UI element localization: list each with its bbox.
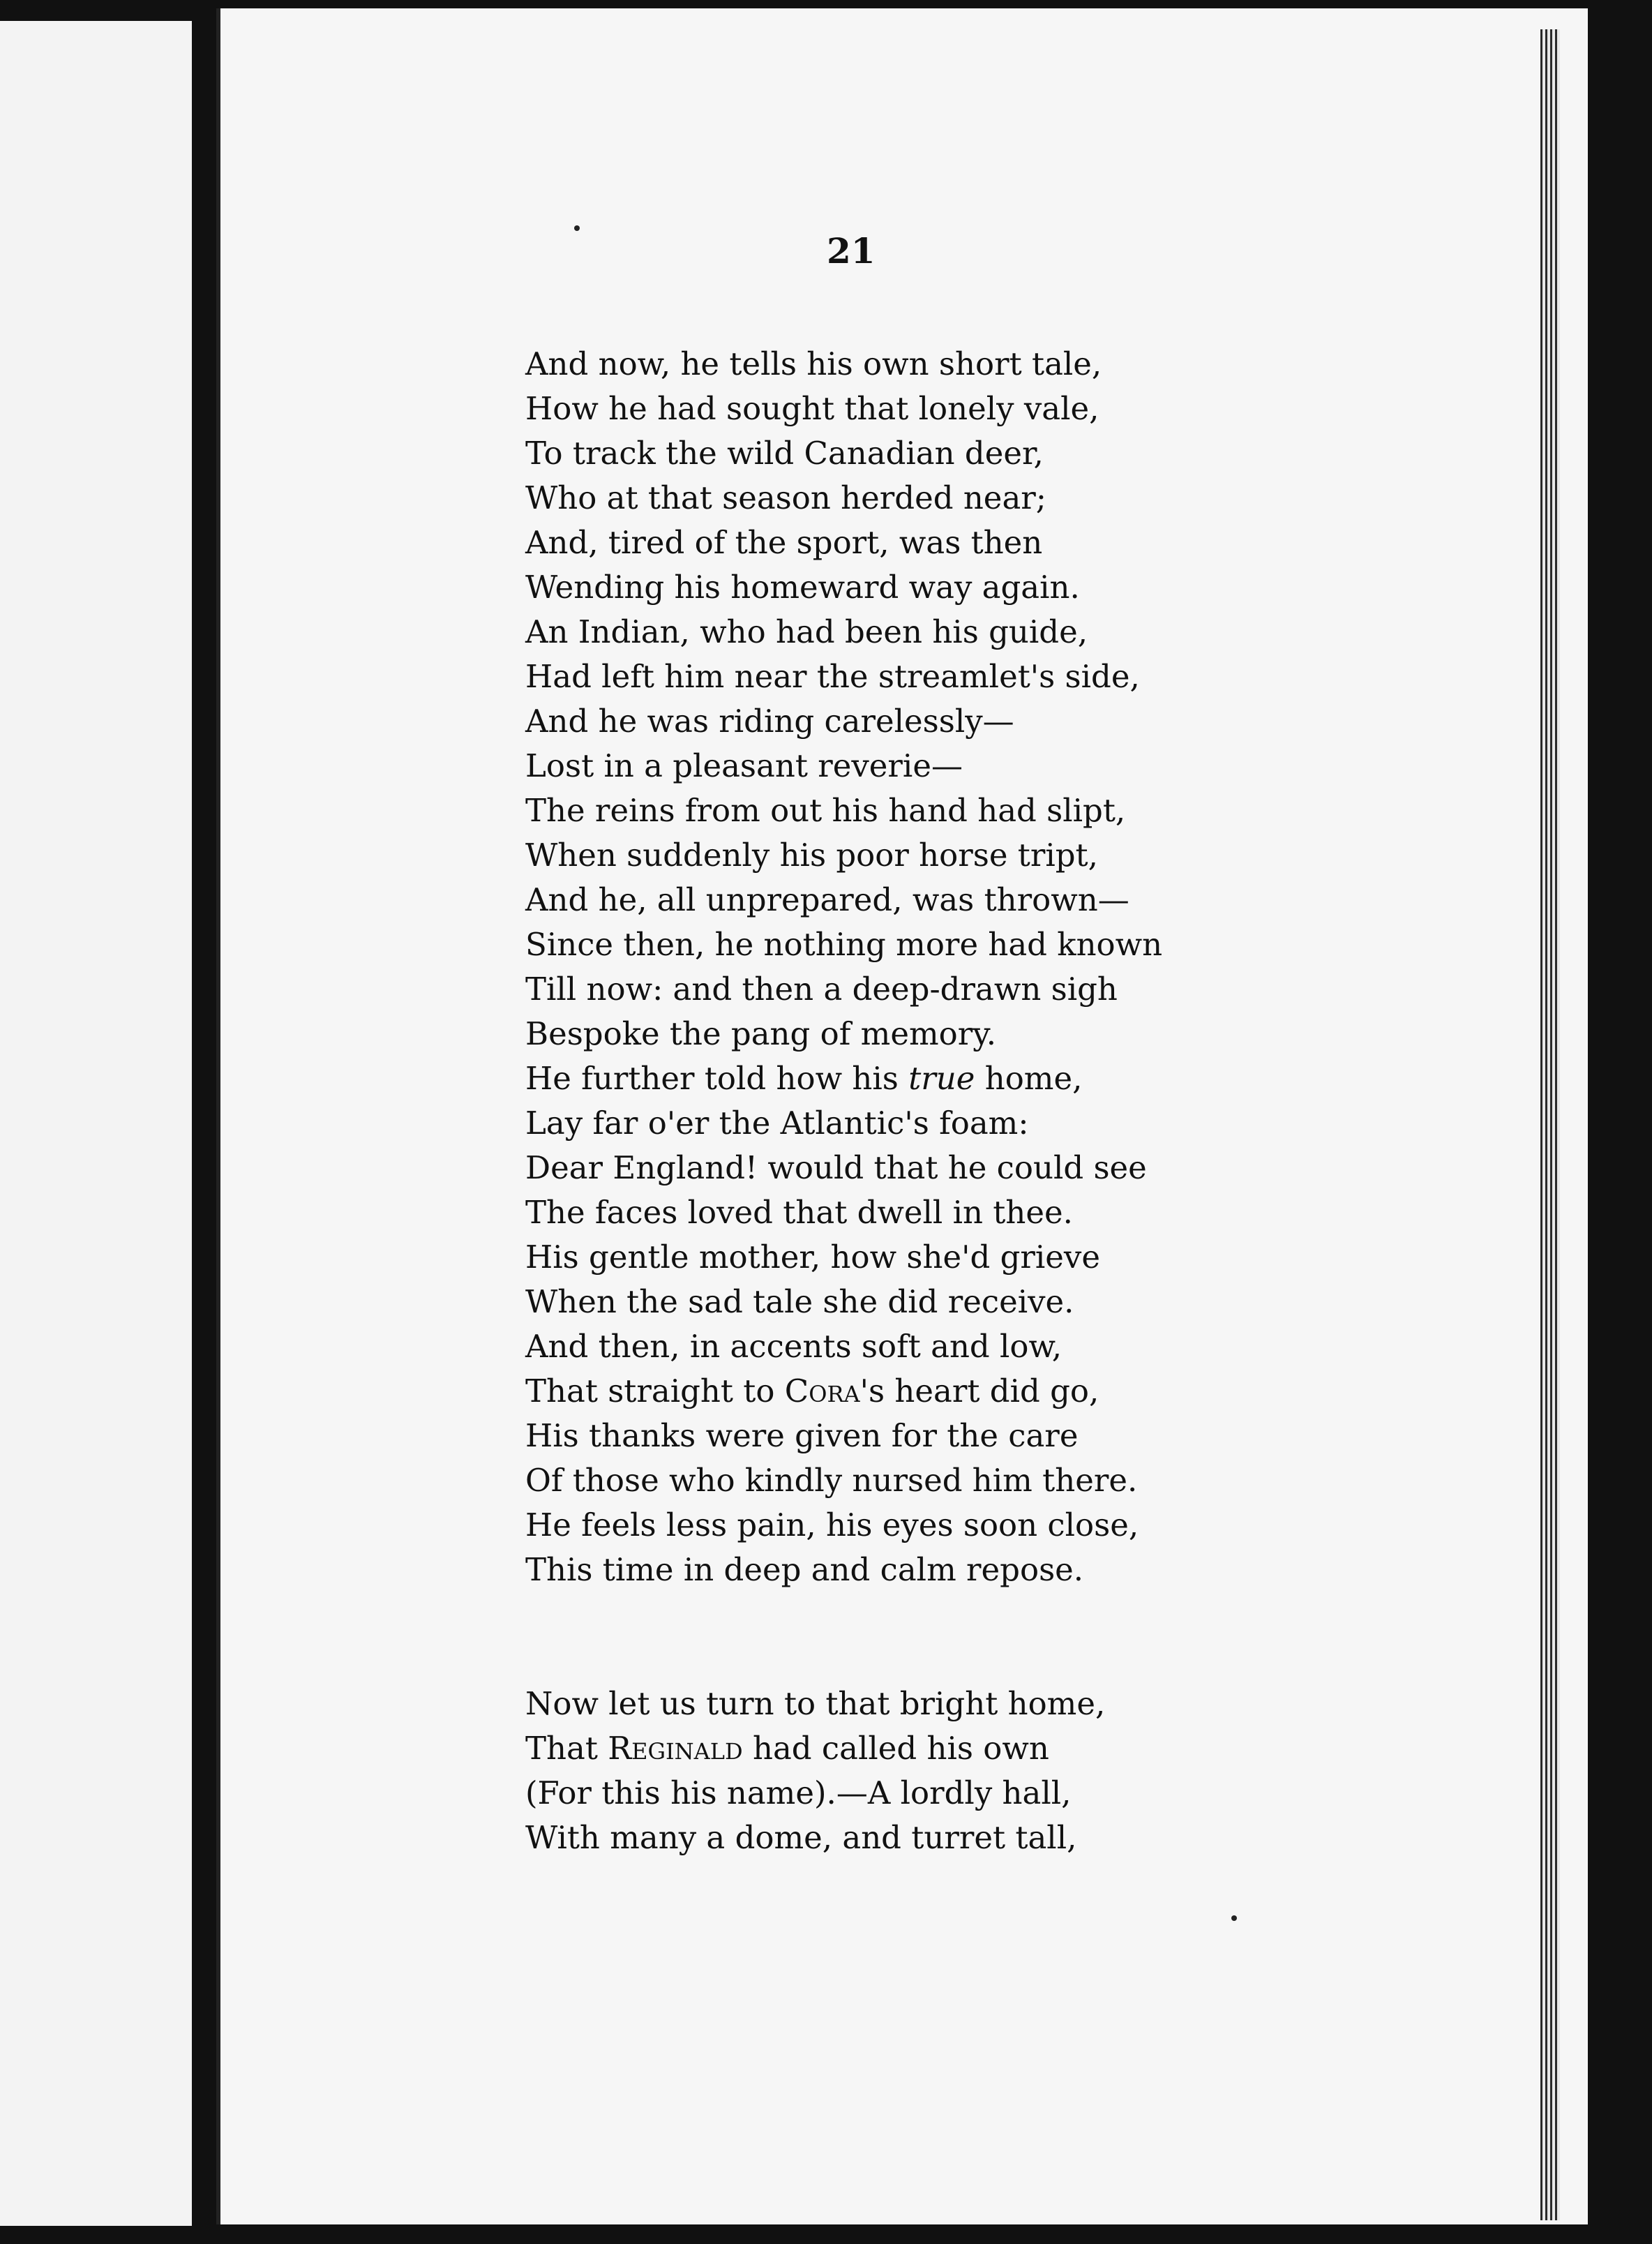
poem-line-segment: That (525, 1730, 608, 1767)
poem-line: Since then, he nothing more had known (525, 926, 1163, 963)
ink-speck (574, 225, 580, 231)
poem-line-segment: had called his own (742, 1730, 1049, 1767)
poem-line: Lay far o'er the Atlantic's foam: (525, 1105, 1029, 1142)
poem-stanza-1 (525, 342, 1162, 1592)
poem-line: Of those who kindly nursed him there. (525, 1462, 1138, 1499)
poem-line: Lost in a pleasant reverie— (525, 747, 963, 784)
poem-line: To track the wild Canadian deer, (525, 435, 1044, 472)
facing-page-edge (0, 21, 192, 2226)
poem-line: Now let us turn to that bright home, (525, 1685, 1106, 1722)
poem-line (525, 1056, 1162, 1101)
poem-line: And he, all unprepared, was thrown— (525, 881, 1129, 918)
poem-line (525, 1369, 1162, 1414)
poem-line: When the sad tale she did receive. (525, 1283, 1074, 1320)
poem-line-segment: home, (975, 1060, 1083, 1097)
poem-line-segment: 's heart did go, (859, 1372, 1099, 1409)
poem-line: Dear England! would that he could see (525, 1149, 1147, 1186)
ink-speck (1231, 1915, 1237, 1921)
poem-line: And now, he tells his own short tale, (525, 345, 1102, 382)
poem-line: And, tired of the sport, was then (525, 524, 1043, 561)
poem-line-segment: true (908, 1060, 975, 1097)
poem-line: (For this his name).—A lordly hall, (525, 1774, 1072, 1811)
poem-line-segment: Cora (784, 1372, 860, 1409)
poem-line: Had left him near the streamlet's side, (525, 658, 1140, 695)
poem-line: Till now: and then a deep-drawn sigh (525, 971, 1118, 1008)
poem-line: Wending his homeward way again. (525, 569, 1080, 606)
poem-line-segment: Reginald (608, 1730, 743, 1767)
poem-line: An Indian, who had been his guide, (525, 613, 1088, 650)
poem-line: His thanks were given for the care (525, 1417, 1079, 1454)
poem-line: His gentle mother, how she'd grieve (525, 1239, 1100, 1276)
poem-stanza-2 (525, 1682, 1105, 1860)
poem-line: The faces loved that dwell in thee. (525, 1194, 1073, 1231)
poem-line: How he had sought that lonely vale, (525, 390, 1099, 427)
poem-line: He feels less pain, his eyes soon close, (525, 1506, 1139, 1543)
poem-line: Bespoke the pang of memory. (525, 1015, 996, 1052)
poem-line: Who at that season herded near; (525, 479, 1046, 516)
poem-line-segment: That straight to (525, 1372, 785, 1409)
poem-line: This time in deep and calm repose. (525, 1551, 1084, 1588)
poem-line: The reins from out his hand had slipt, (525, 792, 1126, 829)
poem-line: With many a dome, and turret tall, (525, 1819, 1077, 1856)
page-number: 21 (827, 230, 876, 271)
poem-line: When suddenly his poor horse tript, (525, 837, 1098, 874)
poem-line-segment: He further told how his (525, 1060, 909, 1097)
poem-line (525, 1726, 1105, 1771)
poem-line: And then, in accents soft and low, (525, 1328, 1062, 1365)
poem-line: And he was riding carelessly— (525, 703, 1014, 740)
page-edge-shadow (1540, 29, 1560, 2220)
